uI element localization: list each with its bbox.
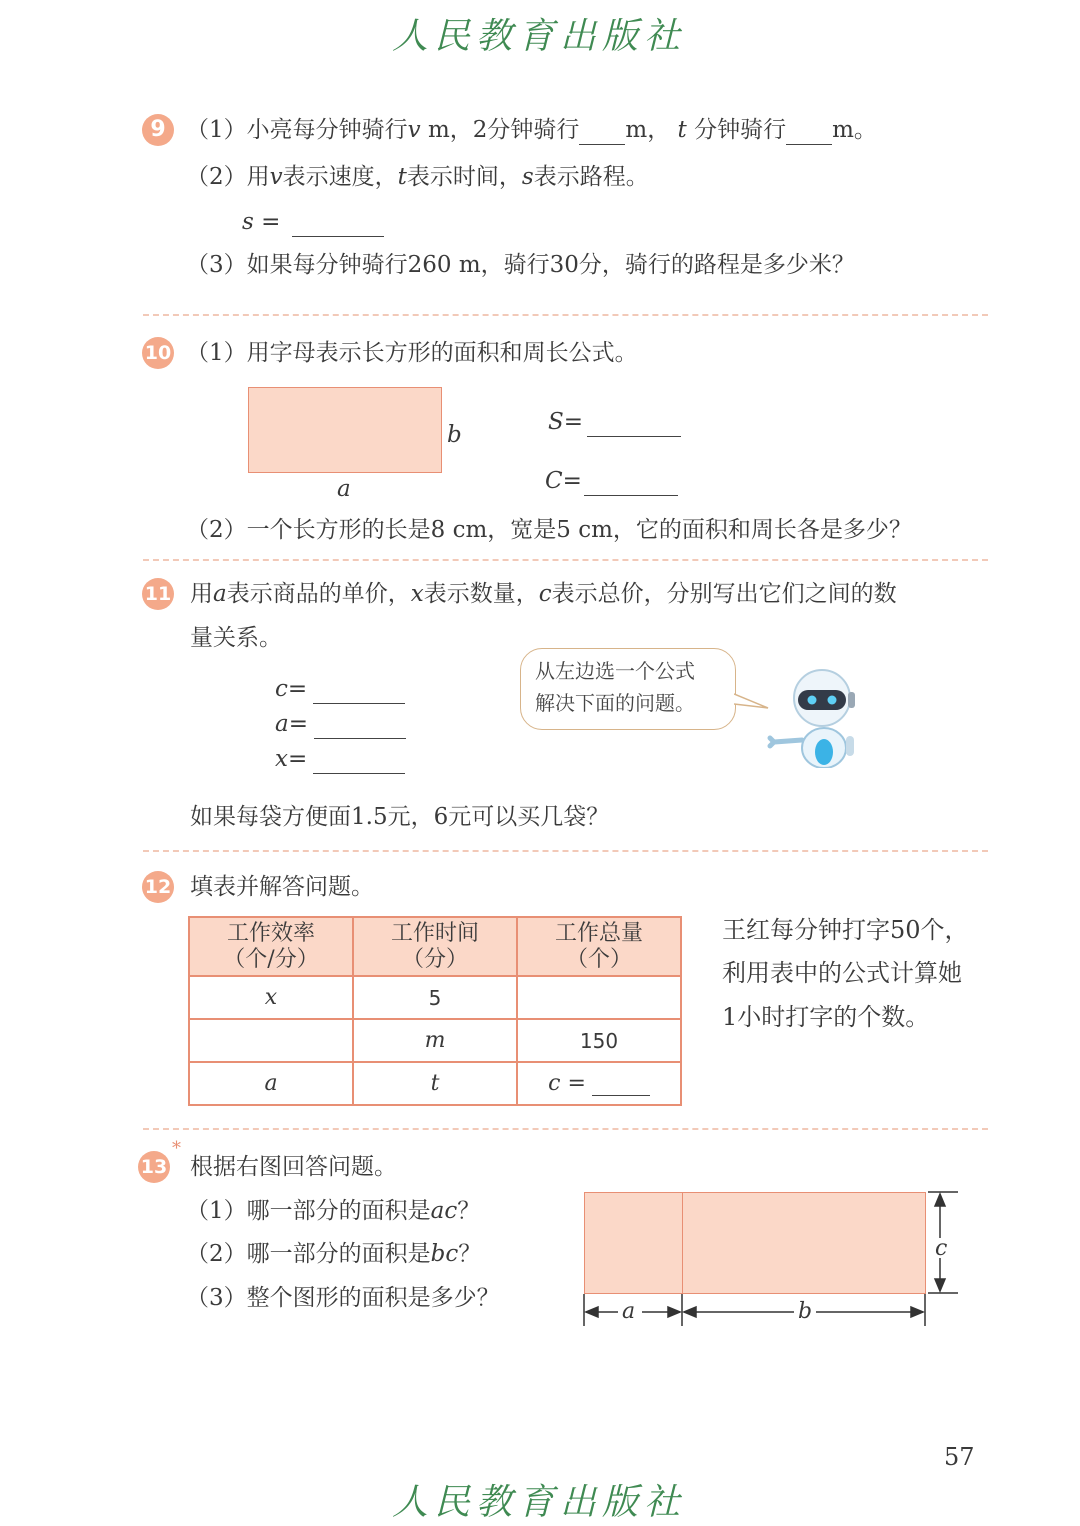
table-header-cell [517,917,681,976]
q10-label-a: a [337,476,351,502]
q9-p2-text-c: 表示时间， [406,164,522,190]
q13-label-b: b [798,1299,813,1324]
q9-part2 [186,162,649,192]
q11-a-formula [275,709,406,739]
q10-S-label: S= [548,409,584,435]
work-table [188,916,682,1106]
q12-side-line-1: 王红每分钟打字50个， [722,916,969,944]
table-header-row [189,917,681,976]
q11-x-label: x= [275,746,308,772]
table-row [189,976,681,1019]
q10-rectangle [248,387,442,473]
q13-p2-end: ？ [458,1241,482,1267]
q11-x-formula [275,744,405,774]
q9-p2-var-s: s [521,164,534,190]
table-cell-empty[interactable] [517,976,681,1019]
table-cell: 5 [353,976,517,1019]
q9-p1-text-d: 分钟骑行 [686,117,787,143]
header-time: 工作时间 [390,920,479,946]
q10-S-blank[interactable] [587,414,681,437]
q9-p1-text-c: m， [625,117,671,143]
q11-question: 如果每袋方便面1.5元，6元可以买几袋？ [190,804,610,830]
q11-c-label: c= [275,676,308,702]
q9-p1-var-t: t [677,117,687,143]
q10-C-formula [545,466,678,496]
table-cell: x [189,976,353,1019]
q11-x-blank[interactable] [313,751,405,774]
q9-p2-var-t: t [397,164,407,190]
table-cell: a [189,1062,353,1105]
q13-p2-text: （2）哪一部分的面积是 [186,1241,431,1267]
q11-var-a: a [213,581,227,607]
q9-p2-text-b: 表示速度， [282,164,398,190]
q9-p2-var-v: v [269,164,283,190]
bubble-line-2: 解决下面的问题。 [535,691,695,715]
table-cell: 150 [517,1019,681,1062]
q13-label-a: a [622,1299,636,1324]
q12-side-line-2: 利用表中的公式计算她 [722,959,962,987]
table-cell-empty[interactable] [189,1019,353,1062]
table-row [189,1062,681,1105]
q9-p2-text-d: 表示路程。 [533,164,649,190]
question-10-badge: 10 [142,337,174,369]
q13-p1-var: ac [430,1198,458,1224]
q11-text-a: 用 [190,581,213,607]
q9-s-formula [242,207,384,237]
header-efficiency-unit: （个/分） [223,946,319,972]
q11-a-blank[interactable] [314,716,406,739]
q9-p2-text-a: （2）用 [186,164,270,190]
q11-line2: 量关系。 [190,625,282,651]
q10-S-formula [548,407,681,437]
q9-blank-2[interactable] [786,122,832,145]
speech-bubble [520,648,736,730]
q11-text-b: 表示商品的单价， [226,581,411,607]
q11-line1 [190,579,897,609]
q10-part1: （1）用字母表示长方形的面积和周长公式。 [186,340,638,366]
table-header-cell [189,917,353,976]
q13-p1-end: ？ [457,1198,481,1224]
q10-part2: （2）一个长方形的长是8 cm，宽是5 cm，它的面积和周长各是多少？ [186,517,912,543]
q13-title: 根据右图回答问题。 [190,1154,397,1180]
divider [143,850,988,852]
q9-p1-text-b: m，2分钟骑行 [420,117,580,143]
q13-p2-var: bc [430,1241,459,1267]
q9-s-eq-label: s = [242,209,281,235]
bubble-line-1: 从左边选一个公式 [535,659,695,683]
question-12-badge: 12 [142,871,174,903]
divider [143,559,988,561]
total-formula-blank[interactable] [592,1077,650,1096]
q9-p1-text-a: （1）小亮每分钟骑行 [186,117,408,143]
q13-part3: （3）整个图形的面积是多少？ [186,1285,500,1311]
q10-label-b: b [447,422,462,448]
q13-label-c: c [935,1236,948,1261]
table-header-cell [353,917,517,976]
q11-c-blank[interactable] [313,681,405,704]
publisher-watermark-bottom: 人民教育出版社 [392,1482,687,1523]
q13-p1-text: （1）哪一部分的面积是 [186,1198,431,1224]
header-total-unit: （个） [565,946,632,972]
q13-star: * [172,1138,181,1159]
page-number: 57 [944,1443,975,1471]
header-efficiency: 工作效率 [226,920,315,946]
q11-var-c: c [538,581,552,607]
q10-C-blank[interactable] [584,473,678,496]
table-row [189,1019,681,1062]
q9-part3: （3）如果每分钟骑行260 m，骑行30分，骑行的路程是多少米？ [186,252,855,278]
table-cell-formula [517,1062,681,1105]
q9-blank-1[interactable] [579,122,625,145]
q13-part1 [186,1196,480,1226]
total-formula-label: c = [548,1071,586,1096]
q11-a-label: a= [275,711,308,737]
q12-side-line-3: 1小时打字的个数。 [722,1003,930,1031]
q12-title: 填表并解答问题。 [190,874,374,900]
table-cell: m [353,1019,517,1062]
q9-s-blank[interactable] [292,214,384,237]
table-cell: t [353,1062,517,1105]
question-11-badge: 11 [142,578,174,610]
header-total: 工作总量 [554,920,643,946]
q9-p1-var-v: v [407,117,421,143]
question-13-badge: 13 [138,1151,170,1183]
q9-p1-text-e: m。 [832,117,877,143]
divider [143,314,988,316]
q13-part2 [186,1239,481,1269]
robot-icon [764,660,864,768]
q11-var-x: x [410,581,424,607]
q9-part1 [186,115,877,145]
q11-text-d: 表示总价，分别写出它们之间的数 [551,581,897,607]
q11-c-formula [275,674,405,704]
publisher-watermark-top: 人民教育出版社 [392,16,687,57]
question-9-badge: 9 [142,114,174,146]
q11-text-c: 表示数量， [423,581,539,607]
header-time-unit: （分） [401,946,468,972]
divider [143,1128,988,1130]
q10-C-label: C= [545,468,582,494]
